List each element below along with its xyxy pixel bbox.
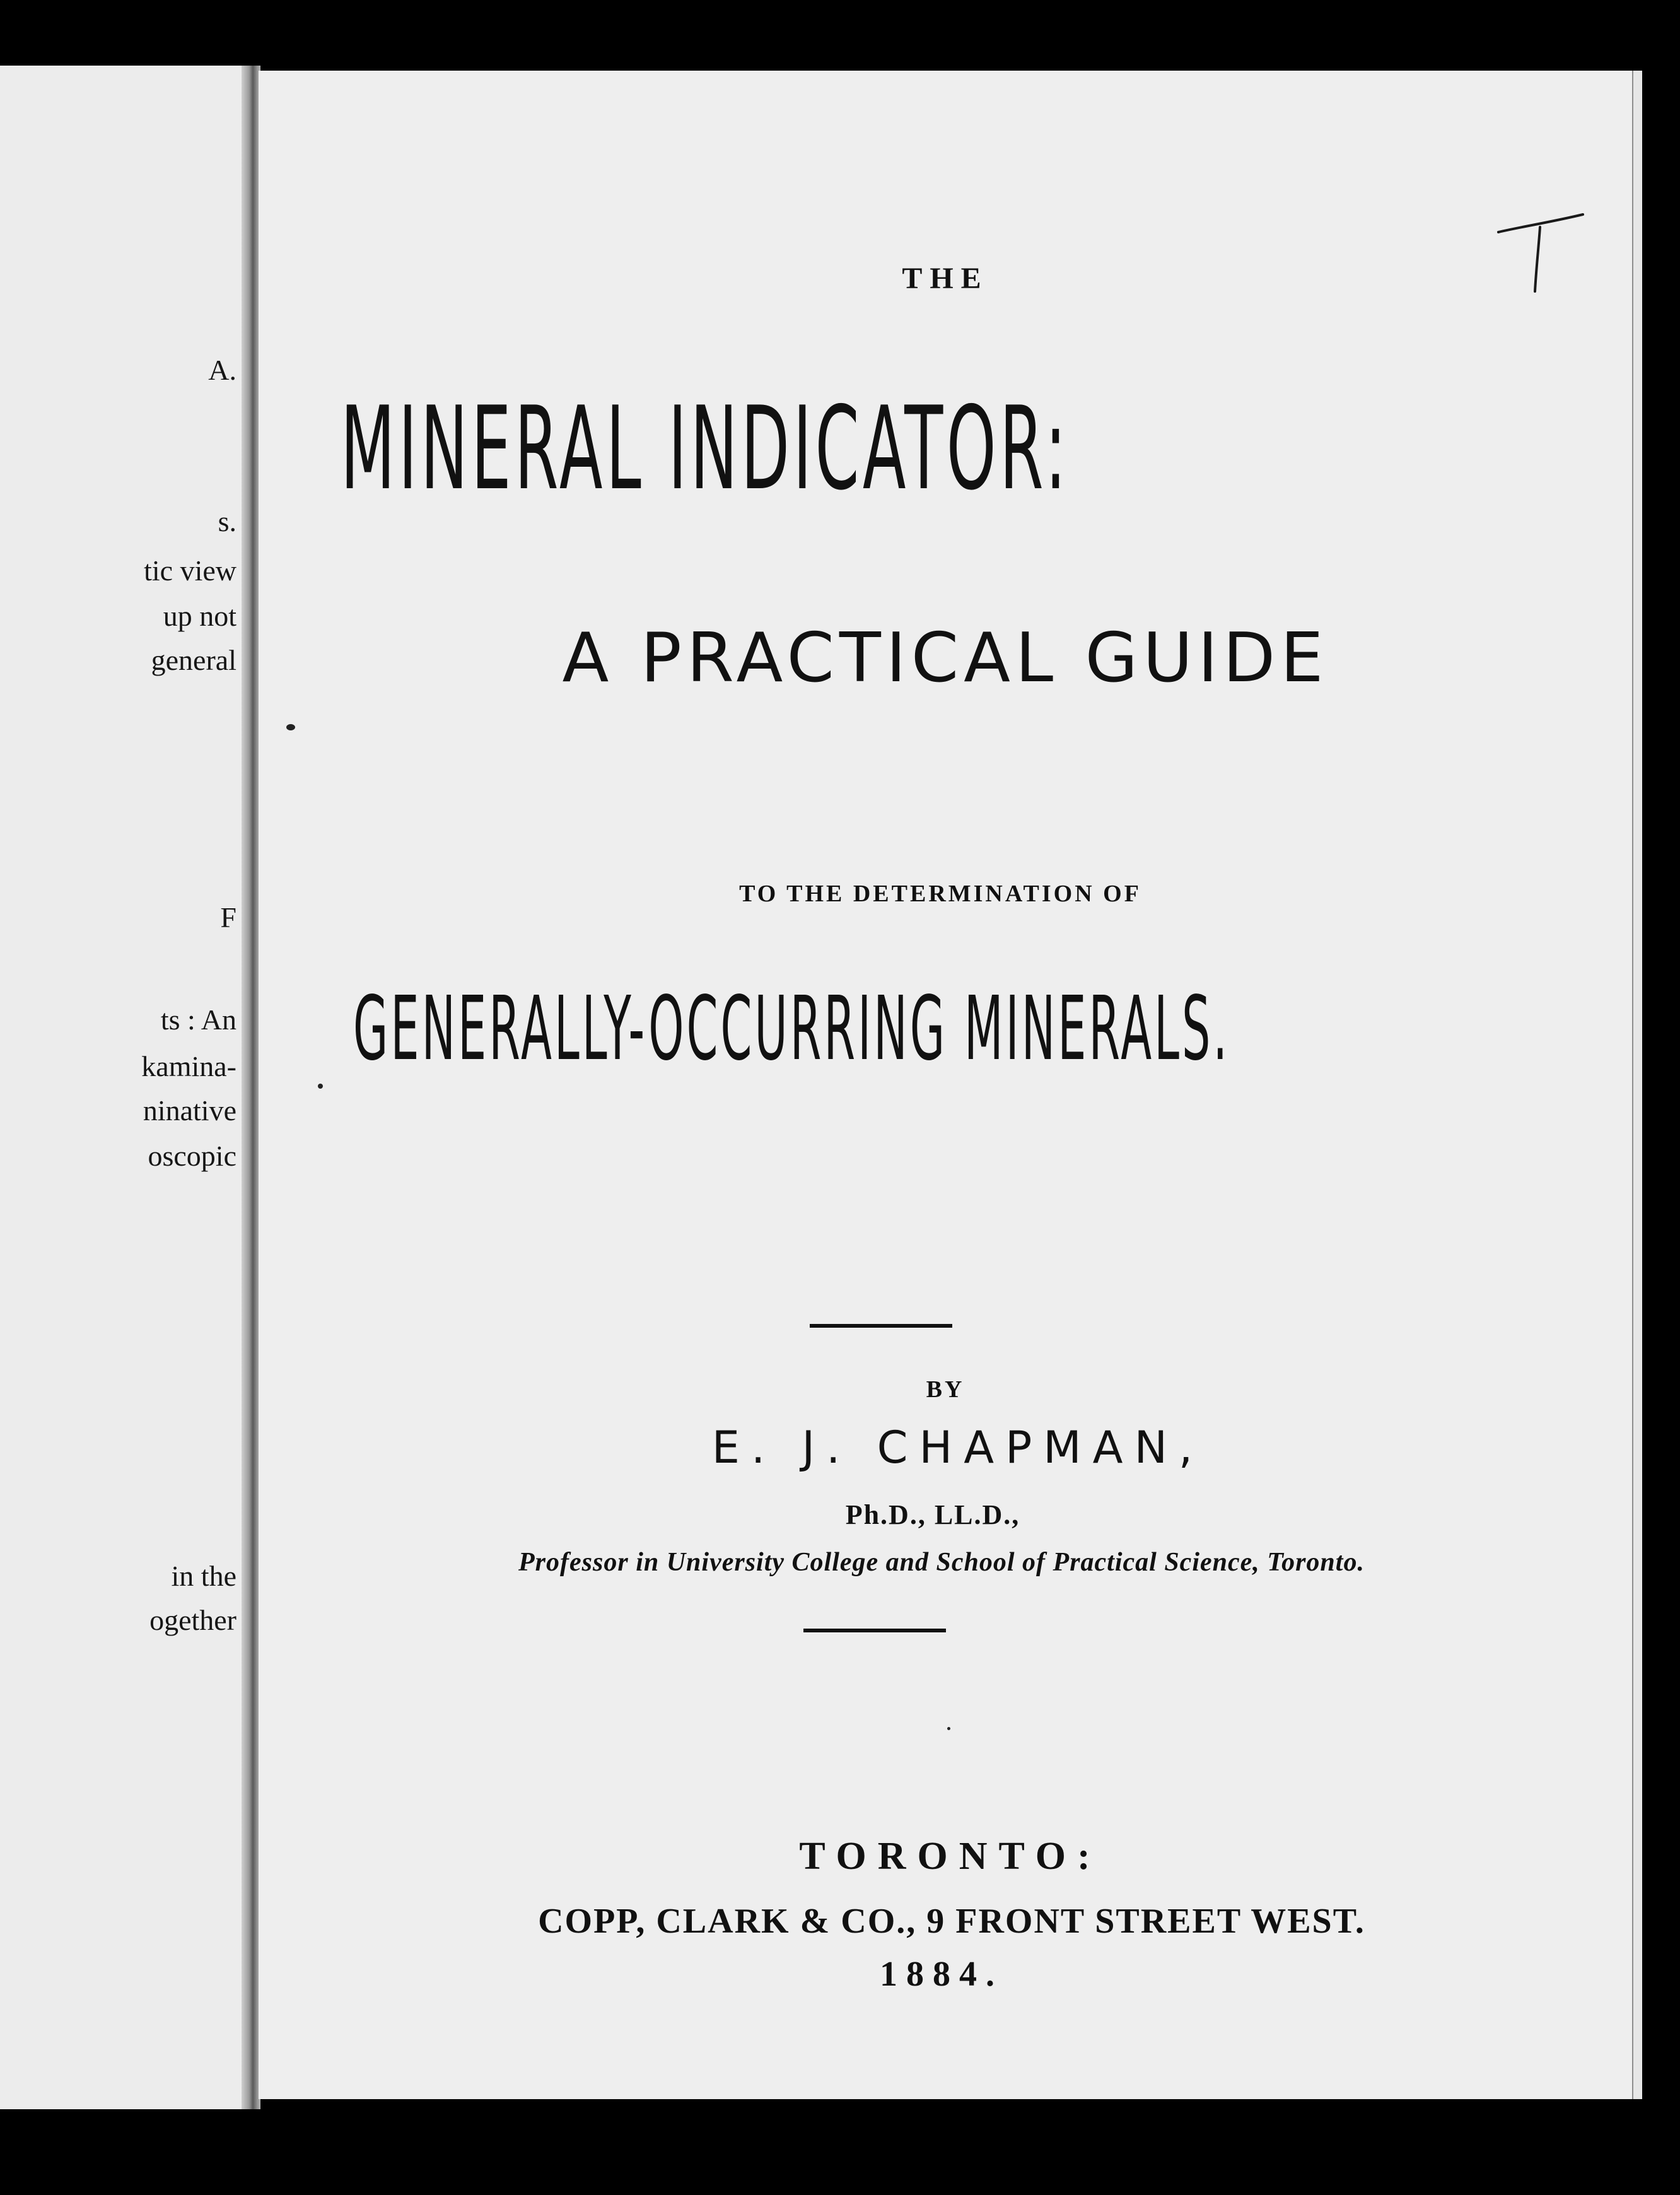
left-page-line: A. [208,354,236,386]
publication-year: 1884. [880,1955,1003,1994]
subtitle-subject: GENERALLY-OCCURRING MINERALS. [353,978,1230,1080]
left-page-line: oscopic [148,1140,236,1172]
title-article: THE [902,262,989,295]
left-page-line: general [151,644,236,676]
author-degrees: Ph.D., LL.D., [845,1499,1020,1530]
title-page [259,71,1632,2099]
page-edge [1632,71,1642,2099]
handwritten-mark [1495,208,1589,296]
left-page-line: kamina- [141,1050,236,1082]
author-affiliation: Professor in University College and School of Practical Science, Toronto. [518,1548,1365,1577]
left-page-line: ts : An [160,1004,236,1036]
print-speck [947,1727,950,1730]
print-speck [286,724,295,730]
book-title: MINERAL INDICATOR: [341,382,1070,515]
byline-label: BY [926,1376,965,1403]
left-facing-page [0,66,242,2109]
left-page-line: up not [163,600,236,632]
author-name: E. J. CHAPMAN, [711,1422,1205,1473]
publication-city: TORONTO: [799,1835,1102,1878]
publisher-imprint: COPP, CLARK & CO., 9 FRONT STREET WEST. [538,1902,1365,1941]
left-page-line: ogether [149,1604,236,1636]
divider-rule [803,1629,946,1632]
left-page-line: tic view [144,554,236,587]
left-page-line: ninative [143,1094,236,1127]
book-gutter [242,66,260,2109]
left-page-line: F [220,901,236,934]
divider-rule [810,1324,952,1328]
book-subtitle: A PRACTICAL GUIDE [562,619,1329,698]
left-page-line: s. [218,505,236,537]
print-speck [318,1084,323,1089]
subtitle-connector: TO THE DETERMINATION OF [739,881,1141,907]
left-page-line: in the [171,1560,236,1592]
